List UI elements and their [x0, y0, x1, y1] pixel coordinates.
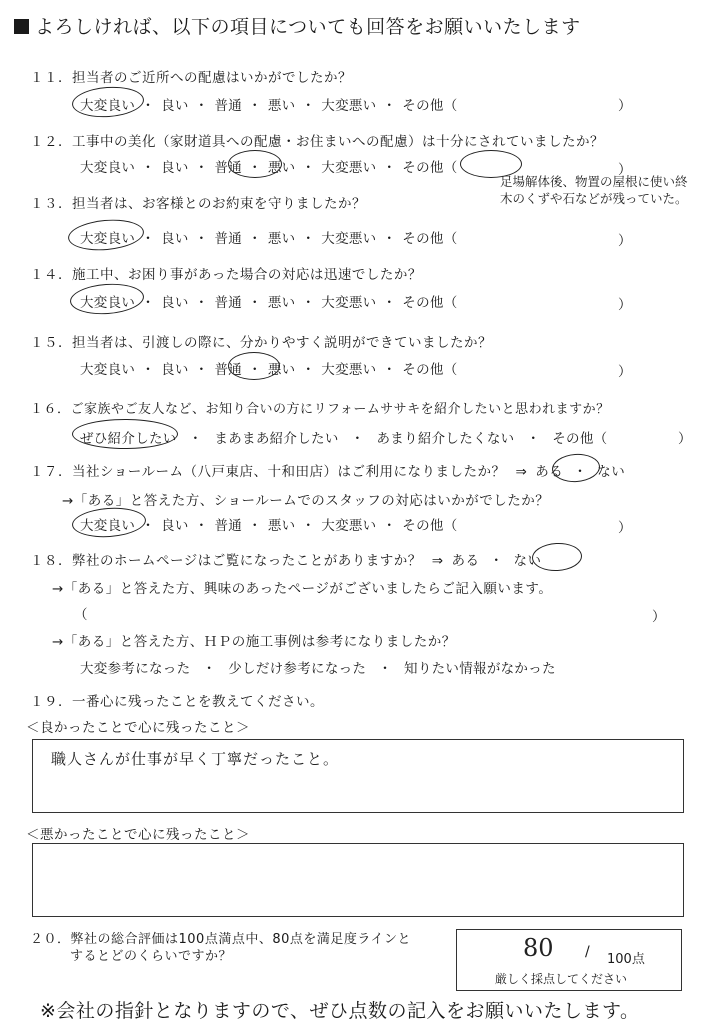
q12-handwritten-note-2: 木のくずや石などが残っていた。 [500, 191, 688, 206]
score-box[interactable] [456, 929, 682, 991]
question-11: １１．担当者のご近所への配慮はいかがでしたか？ [30, 70, 352, 86]
score-hint: 厳しく採点してください [495, 972, 628, 986]
option-normal[interactable]: 普通 [214, 98, 243, 114]
q14-options: 大変良い ・ 良い ・ 普通 ・ 悪い ・ 大変悪い ・ その他（ [80, 295, 458, 311]
footer-note: ※会社の指針となりますので、ぜひ点数の記入をお願いいたします。 [40, 1000, 640, 1022]
good-memory-box[interactable] [32, 739, 684, 813]
option-bad[interactable]: 悪い [267, 160, 296, 176]
option-no[interactable]: ない [597, 464, 626, 480]
question-13: １３．担当者は、お客様とのお約束を守りましたか？ [30, 196, 366, 212]
q12-handwritten-note-1: 足場解体後、物置の屋根に使い終 [500, 174, 688, 189]
option-very-good[interactable]: 大変良い [80, 98, 136, 114]
option-somewhat-introduce[interactable]: まあまあ紹介したい [214, 431, 339, 447]
paren-close: ） [618, 364, 632, 380]
bad-memory-box[interactable] [32, 843, 684, 917]
option-good[interactable]: 良い [161, 231, 189, 247]
option-other[interactable]: その他（ [552, 431, 608, 447]
answer-circle-q11 [71, 85, 145, 120]
answer-circle-q12-normal [228, 150, 282, 178]
option-very-good[interactable]: 大変良い [80, 231, 136, 247]
paren-close: ） [618, 98, 632, 114]
paren-close: ） [678, 431, 692, 447]
option-very-helpful[interactable]: 大変参考になった [80, 661, 191, 677]
question-20-line-1: ２０．弊社の総合評価は100点満点中、80点を満足度ラインと [30, 932, 411, 947]
score-slash: / [585, 944, 590, 960]
option-bad[interactable]: 悪い [267, 98, 296, 114]
page-title-text: よろしければ、以下の項目についても回答をお願いいたします [35, 16, 581, 38]
q18-sub-question-1: →「ある」と答えた方、興味のあったページがございましたらご記入願います。 [52, 581, 553, 597]
paren-close: ） [618, 520, 632, 536]
option-yes[interactable]: ある [451, 553, 480, 569]
option-yes[interactable]: ある [535, 464, 564, 480]
bad-memory-label: ＜悪かったことで心に残ったこと＞ [26, 827, 250, 843]
q18-sub-question-2: →「ある」と答えた方、ＨＰの施工事例は参考になりましたか？ [52, 634, 456, 650]
option-other[interactable]: その他（ [402, 231, 458, 247]
answer-circle-q16 [72, 419, 178, 449]
question-17-text: １７．当社ショールーム（八戸東店、十和田店）はご利用になりましたか？ [30, 464, 506, 480]
paren-close: ） [618, 233, 632, 249]
good-memory-answer: 職人さんが仕事が早く丁寧だったこと。 [51, 750, 340, 768]
answer-circle-q18 [531, 542, 582, 573]
option-no[interactable]: ない [513, 553, 542, 569]
option-very-good[interactable]: 大変良い [80, 160, 136, 176]
page-title [14, 12, 581, 39]
q18-answer-paren-open: （ [74, 607, 88, 623]
q18-sub2-options: 大変参考になった ・ 少しだけ参考になった ・ 知りたい情報がなかった [80, 661, 556, 677]
q18-answer-paren-close: ） [652, 609, 666, 625]
answer-circle-q15 [228, 352, 280, 380]
option-very-bad[interactable]: 大変悪い [321, 231, 377, 247]
option-slightly-helpful[interactable]: 少しだけ参考になった [228, 661, 367, 677]
option-good[interactable]: 良い [161, 98, 189, 114]
option-very-good[interactable]: 大変良い [80, 362, 136, 378]
q17-sub-options: 大変良い ・ 良い ・ 普通 ・ 悪い ・ 大変悪い ・ その他（ [80, 518, 458, 534]
question-14: １４．施工中、お困り事があった場合の対応は迅速でしたか？ [30, 267, 422, 283]
option-not-really-introduce[interactable]: あまり紹介したくない [376, 431, 515, 447]
q13-options: 大変良い ・ 良い ・ 普通 ・ 悪い ・ 大変悪い ・ その他（ [80, 231, 458, 247]
option-very-bad[interactable]: 大変悪い [321, 295, 377, 311]
option-other[interactable]: その他（ [402, 362, 458, 378]
q15-options: 大変良い ・ 良い ・ 普通 ・ 悪い ・ 大変悪い ・ その他（ [80, 362, 458, 378]
option-very-bad[interactable]: 大変悪い [321, 518, 377, 534]
answer-circle-q17-sub [71, 505, 147, 539]
question-16: １６．ご家族やご友人など、お知り合いの方にリフォームササキを紹介したいと思われますか？ [30, 402, 610, 417]
option-bad[interactable]: 悪い [267, 231, 296, 247]
question-18-text: １８．弊社のホームページはご覧になったことがありますか？ [30, 553, 422, 569]
option-bad[interactable]: 悪い [267, 362, 296, 378]
q17-sub-question: →「ある」と答えた方、ショールームでのスタッフの対応はいかがでしたか？ [62, 493, 550, 509]
option-other[interactable]: その他（ [402, 160, 458, 176]
question-17: １７．当社ショールーム（八戸東店、十和田店）はご利用になりましたか？ ⇒ ある ・ ない [30, 464, 626, 480]
option-very-bad[interactable]: 大変悪い [321, 362, 377, 378]
option-bad[interactable]: 悪い [267, 295, 296, 311]
option-good[interactable]: 良い [161, 518, 189, 534]
question-18: １８．弊社のホームページはご覧になったことがありますか？ ⇒ ある ・ ない [30, 553, 542, 569]
option-good[interactable]: 良い [161, 295, 189, 311]
answer-circle-q14 [69, 281, 145, 316]
option-normal[interactable]: 普通 [214, 518, 243, 534]
answer-circle-q13 [67, 217, 145, 254]
option-very-bad[interactable]: 大変悪い [321, 98, 377, 114]
question-20-line-2: するとどのくらいですか？ [70, 949, 233, 964]
option-very-good[interactable]: 大変良い [80, 518, 136, 534]
paren-close: ） [618, 162, 632, 178]
option-normal[interactable]: 普通 [214, 160, 243, 176]
option-good[interactable]: 良い [161, 160, 189, 176]
score-max: 100点 [607, 952, 645, 967]
question-12: １２．工事中の美化（家財道具への配慮・お住まいへの配慮）は十分にされていましたか？ [30, 134, 604, 150]
option-no-info[interactable]: 知りたい情報がなかった [404, 661, 556, 677]
good-memory-label: ＜良かったことで心に残ったこと＞ [26, 720, 250, 736]
q16-options: ぜひ紹介したい ・ まあまあ紹介したい ・ あまり紹介したくない ・ その他（ [80, 431, 608, 447]
option-other[interactable]: その他（ [402, 295, 458, 311]
square-bullet-icon [14, 19, 29, 34]
option-normal[interactable]: 普通 [214, 362, 243, 378]
option-definitely-introduce[interactable]: ぜひ紹介したい [80, 431, 177, 447]
option-normal[interactable]: 普通 [214, 295, 243, 311]
option-other[interactable]: その他（ [402, 98, 458, 114]
q11-options: 大変良い ・ 良い ・ 普通 ・ 悪い ・ 大変悪い ・ その他（ [80, 98, 458, 114]
score-value: 80 [523, 934, 554, 962]
paren-close: ） [618, 297, 632, 313]
option-very-good[interactable]: 大変良い [80, 295, 136, 311]
q12-options: 大変良い ・ 良い ・ 普通 ・ 悪い ・ 大変悪い ・ その他（ [80, 160, 458, 176]
option-bad[interactable]: 悪い [267, 518, 296, 534]
option-other[interactable]: その他（ [402, 518, 458, 534]
option-good[interactable]: 良い [161, 362, 189, 378]
question-15: １５．担当者は、引渡しの際に、分かりやすく説明ができていましたか？ [30, 335, 492, 351]
option-normal[interactable]: 普通 [214, 231, 243, 247]
arrow-icon: ⇒ [515, 464, 528, 480]
arrow-icon: ⇒ [431, 553, 444, 569]
question-19: １９．一番心に残ったことを教えてください。 [30, 694, 324, 710]
option-very-bad[interactable]: 大変悪い [321, 160, 377, 176]
